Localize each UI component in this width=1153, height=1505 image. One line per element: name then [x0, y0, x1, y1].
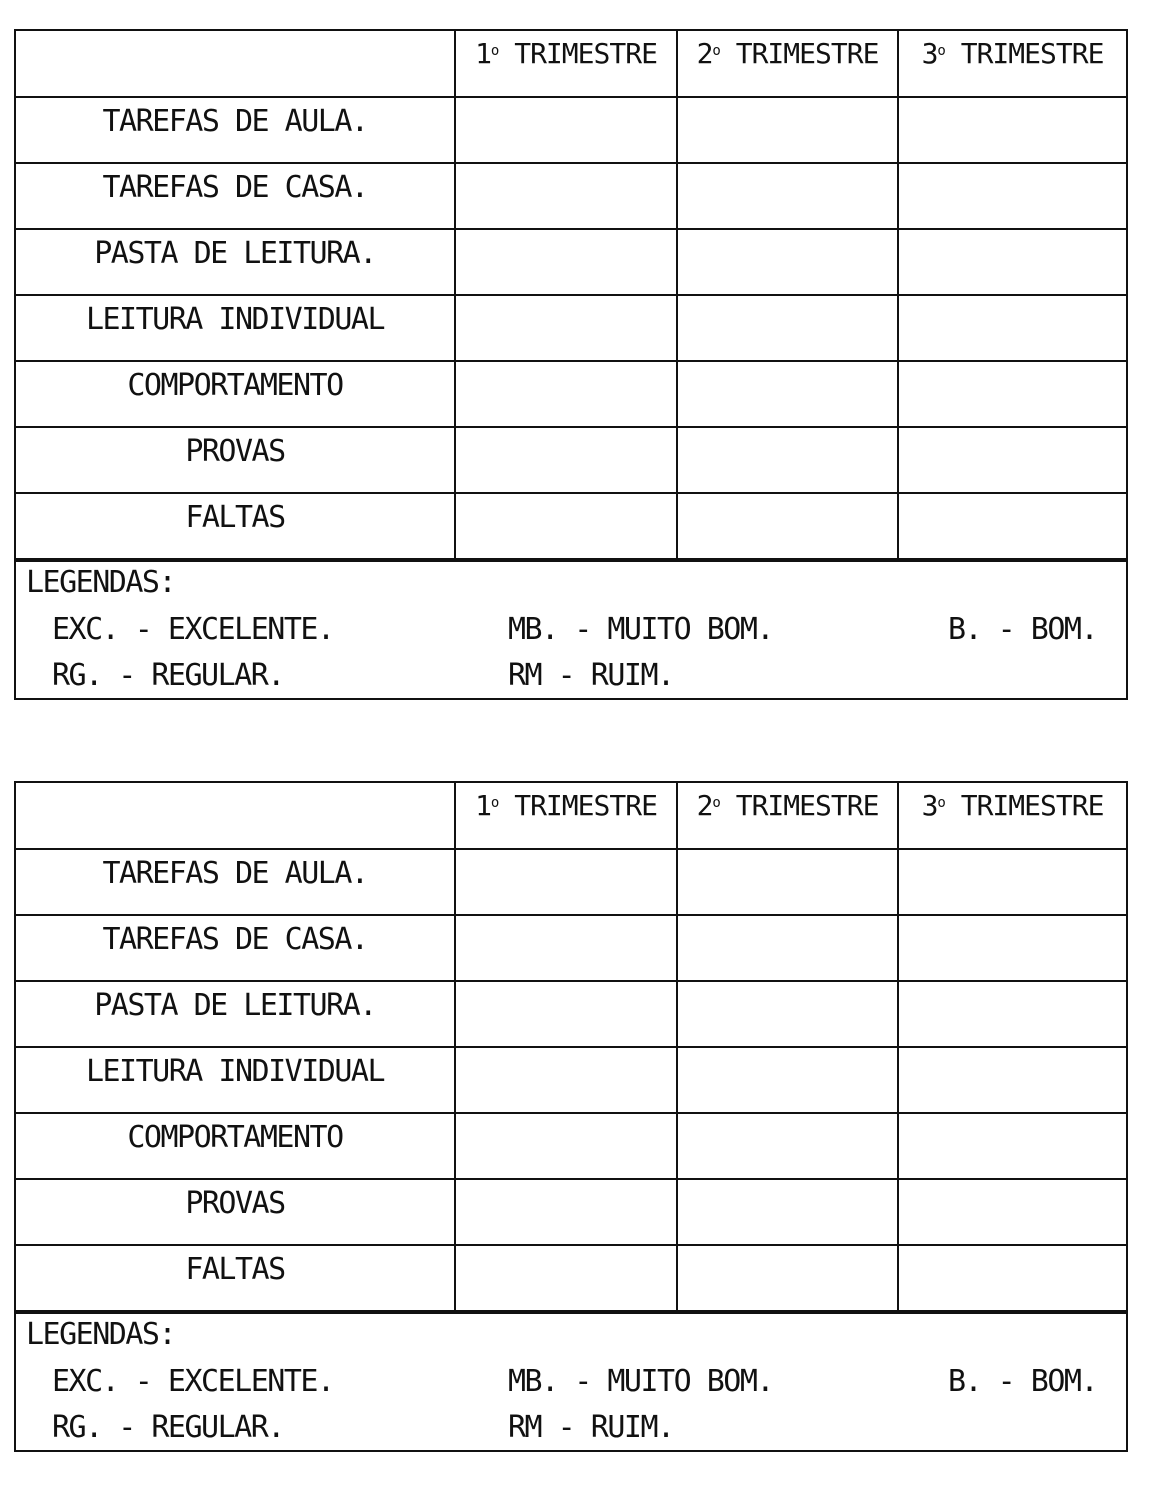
grade-cell-t3[interactable] [898, 97, 1126, 163]
table-row [16, 1179, 1126, 1245]
grade-cell-t2[interactable] [677, 1179, 898, 1245]
legend-bom: B. - BOM. [948, 1364, 1098, 1399]
row-label-tarefas-casa: TAREFAS DE CASA. [16, 915, 455, 981]
grade-cell-t1[interactable] [455, 1245, 677, 1311]
row-label-provas: PROVAS [16, 427, 455, 493]
legend-regular: RG. - REGULAR. [52, 1410, 284, 1445]
legend-excelente: EXC. - EXCELENTE. [52, 612, 334, 647]
legend-muito-bom: MB. - MUITO BOM. [508, 612, 773, 647]
table-row [16, 849, 1126, 915]
grade-cell-t3[interactable] [898, 1179, 1126, 1245]
table-row [16, 915, 1126, 981]
header-trimester-2: 2$^o$ TRIMESTRE [677, 31, 898, 97]
legend-ruim: RM - RUIM. [508, 658, 674, 693]
table-row [16, 295, 1126, 361]
row-label-faltas: FALTAS [16, 493, 455, 559]
evaluation-sheet-1 [14, 29, 1128, 700]
row-label-tarefas-aula: TAREFAS DE AULA. [16, 849, 455, 915]
grade-cell-t2[interactable] [677, 1047, 898, 1113]
header-trimester-3: 3$^o$ TRIMESTRE [898, 31, 1126, 97]
grade-cell-t3[interactable] [898, 849, 1126, 915]
row-label-leitura-individual: LEITURA INDIVIDUAL [16, 1047, 455, 1113]
header-trimester-1: 1$^o$ TRIMESTRE [455, 783, 677, 849]
grade-cell-t1[interactable] [455, 1113, 677, 1179]
grade-cell-t1[interactable] [455, 1047, 677, 1113]
legend-muito-bom: MB. - MUITO BOM. [508, 1364, 773, 1399]
grade-cell-t2[interactable] [677, 981, 898, 1047]
table-row [16, 361, 1126, 427]
legend-bom: B. - BOM. [948, 612, 1098, 647]
grade-cell-t2[interactable] [677, 229, 898, 295]
legend-box [16, 560, 1126, 698]
header-trimester-3: 3$^o$ TRIMESTRE [898, 783, 1126, 849]
grade-cell-t3[interactable] [898, 361, 1126, 427]
grade-cell-t1[interactable] [455, 163, 677, 229]
grade-cell-t2[interactable] [677, 361, 898, 427]
row-label-comportamento: COMPORTAMENTO [16, 361, 455, 427]
grade-cell-t3[interactable] [898, 915, 1126, 981]
grade-cell-t2[interactable] [677, 295, 898, 361]
legend-box [16, 1312, 1126, 1450]
grade-cell-t1[interactable] [455, 493, 677, 559]
header-row [16, 783, 1126, 849]
table-row [16, 97, 1126, 163]
row-label-pasta-leitura: PASTA DE LEITURA. [16, 229, 455, 295]
grade-cell-t1[interactable] [455, 915, 677, 981]
grade-cell-t1[interactable] [455, 229, 677, 295]
legend-title: LEGENDAS: [26, 1317, 176, 1352]
grade-cell-t3[interactable] [898, 493, 1126, 559]
legend-regular: RG. - REGULAR. [52, 658, 284, 693]
grade-cell-t3[interactable] [898, 427, 1126, 493]
evaluation-table [16, 783, 1126, 1312]
grade-cell-t2[interactable] [677, 427, 898, 493]
grade-cell-t3[interactable] [898, 295, 1126, 361]
row-label-provas: PROVAS [16, 1179, 455, 1245]
row-label-tarefas-casa: TAREFAS DE CASA. [16, 163, 455, 229]
legend-ruim: RM - RUIM. [508, 1410, 674, 1445]
header-row [16, 31, 1126, 97]
header-corner-cell [16, 783, 455, 849]
header-corner-cell [16, 31, 455, 97]
evaluation-table [16, 31, 1126, 560]
grade-cell-t1[interactable] [455, 97, 677, 163]
table-row [16, 163, 1126, 229]
grade-cell-t3[interactable] [898, 1047, 1126, 1113]
table-row [16, 493, 1126, 559]
header-trimester-2: 2$^o$ TRIMESTRE [677, 783, 898, 849]
grade-cell-t3[interactable] [898, 981, 1126, 1047]
row-label-comportamento: COMPORTAMENTO [16, 1113, 455, 1179]
table-row [16, 229, 1126, 295]
grade-cell-t3[interactable] [898, 163, 1126, 229]
grade-cell-t1[interactable] [455, 981, 677, 1047]
grade-cell-t1[interactable] [455, 295, 677, 361]
evaluation-sheet-2 [14, 781, 1128, 1452]
table-row [16, 981, 1126, 1047]
grade-cell-t2[interactable] [677, 849, 898, 915]
grade-cell-t2[interactable] [677, 1245, 898, 1311]
legend-excelente: EXC. - EXCELENTE. [52, 1364, 334, 1399]
table-row [16, 1245, 1126, 1311]
row-label-faltas: FALTAS [16, 1245, 455, 1311]
table-row [16, 1113, 1126, 1179]
table-row [16, 1047, 1126, 1113]
row-label-tarefas-aula: TAREFAS DE AULA. [16, 97, 455, 163]
grade-cell-t1[interactable] [455, 1179, 677, 1245]
grade-cell-t2[interactable] [677, 1113, 898, 1179]
row-label-leitura-individual: LEITURA INDIVIDUAL [16, 295, 455, 361]
grade-cell-t2[interactable] [677, 493, 898, 559]
legend-title: LEGENDAS: [26, 565, 176, 600]
row-label-pasta-leitura: PASTA DE LEITURA. [16, 981, 455, 1047]
header-trimester-1: 1$^o$ TRIMESTRE [455, 31, 677, 97]
grade-cell-t1[interactable] [455, 849, 677, 915]
grade-cell-t3[interactable] [898, 1113, 1126, 1179]
grade-cell-t1[interactable] [455, 361, 677, 427]
grade-cell-t3[interactable] [898, 1245, 1126, 1311]
grade-cell-t2[interactable] [677, 915, 898, 981]
grade-cell-t1[interactable] [455, 427, 677, 493]
grade-cell-t2[interactable] [677, 97, 898, 163]
table-row [16, 427, 1126, 493]
grade-cell-t3[interactable] [898, 229, 1126, 295]
grade-cell-t2[interactable] [677, 163, 898, 229]
